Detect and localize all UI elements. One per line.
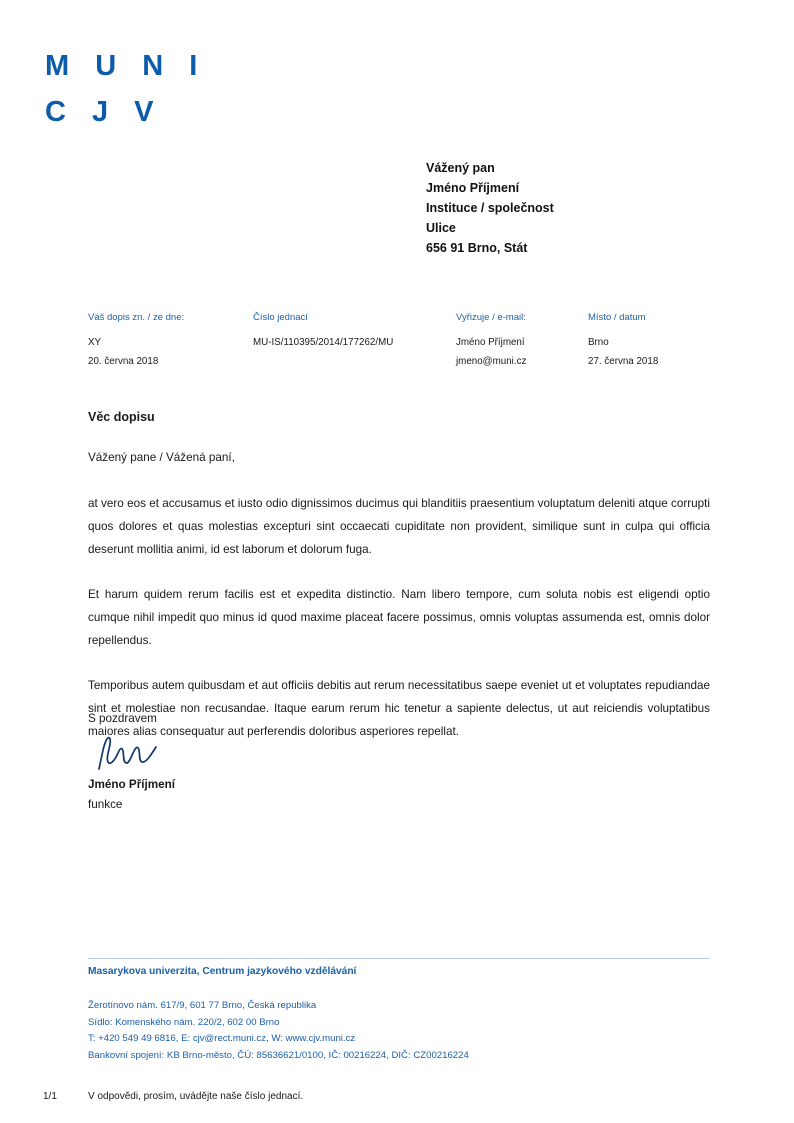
reference-value: MU-IS/110395/2014/177262/MU (253, 337, 394, 348)
reference-value: Brno (588, 337, 609, 348)
reference-label: Váš dopis zn. / ze dne: (88, 312, 185, 323)
footer-line: T: +420 549 49 6816, E: cjv@rect.muni.cz, W: www.cjv.muni.cz (88, 1033, 356, 1044)
logo-line-cjv: C J V (45, 96, 163, 128)
footer-contact-block (88, 998, 469, 1064)
footer-line: Žerotínovo nám. 617/9, 601 77 Brno, Česká republika (88, 1000, 317, 1011)
reference-email: jmeno@muni.cz (456, 356, 527, 367)
address-line: Ulice (426, 221, 456, 235)
signer-name: Jméno Příjmení (88, 778, 176, 791)
signer-role: funkce (88, 798, 123, 811)
reference-column-file-number (253, 312, 393, 352)
footer-line: Bankovní spojení: KB Brno-město, ČÚ: 85636621/0100, IČ: 00216224, DIČ: CZ00216224 (88, 1049, 469, 1061)
reference-column-your-letter (88, 312, 184, 371)
letter-subject: Věc dopisu (88, 410, 155, 424)
address-line: Instituce / společnost (426, 201, 554, 215)
footer-line: Sídlo: Komenského nám. 220/2, 602 00 Brno (88, 1016, 280, 1028)
reference-column-place-date (588, 312, 658, 371)
recipient-address (426, 158, 554, 258)
letter-closing: S pozdravem (88, 712, 157, 725)
muni-cjv-logo (45, 52, 206, 127)
address-line: 656 91 Brno, Stát (426, 241, 528, 255)
body-paragraph: Temporibus autem quibusdam et aut officiis debitis aut rerum necessitatibus saepe eveniet ut et voluptates repudiandae sint et molestiae non recusandae. Itaque earum rerum hic tenetur a sapiente delectus, ut aut reiciendis voluptatibus maiores alias consequatur aut perferendis doloribus asperiores repellat. (88, 679, 710, 738)
body-paragraph: Et harum quidem rerum facilis est et expedita distinctio. Nam libero tempore, cum soluta nobis est eligendi optio cumque nihil impedit quo minus id quod maxime placeat facere possimus, omnis voluptas assumenda est, omnis dolor repellendus. (88, 588, 710, 647)
footer-note: V odpovědi, prosím, uvádějte naše číslo jednací. (88, 1091, 304, 1102)
body-paragraph: at vero eos et accusamus et iusto odio dignissimos ducimus qui blanditiis praesentium voluptatum deleniti atque corrupti quos dolores et quas molestias excepturi sint occaecati cupiditate non provident, similique sunt in culpa qui officia deserunt mollitia animi, id est laborum et dolorum fuga. (88, 497, 710, 556)
reference-value: XY (88, 337, 102, 348)
reference-column-contact (456, 312, 526, 371)
footer-divider (88, 958, 710, 959)
address-line: Vážený pan (426, 161, 495, 175)
logo-line-muni: M U N I (45, 50, 207, 82)
reference-label: Vyřizuje / e-mail: (456, 312, 526, 323)
reference-value: 27. června 2018 (588, 356, 659, 367)
reference-label: Číslo jednací (253, 312, 308, 323)
signature-image (93, 733, 163, 771)
footer-organization: Masarykova univerzita, Centrum jazykového vzdělávání (88, 966, 357, 977)
reference-label: Místo / datum (588, 312, 646, 323)
letter-salutation: Vážený pane / Vážená paní, (88, 451, 235, 464)
address-line: Jméno Příjmení (426, 181, 520, 195)
reference-value: Jméno Příjmení (456, 337, 525, 348)
reference-value: 20. června 2018 (88, 356, 159, 367)
letter-body (88, 492, 710, 765)
page-number: 1/1 (43, 1091, 57, 1102)
